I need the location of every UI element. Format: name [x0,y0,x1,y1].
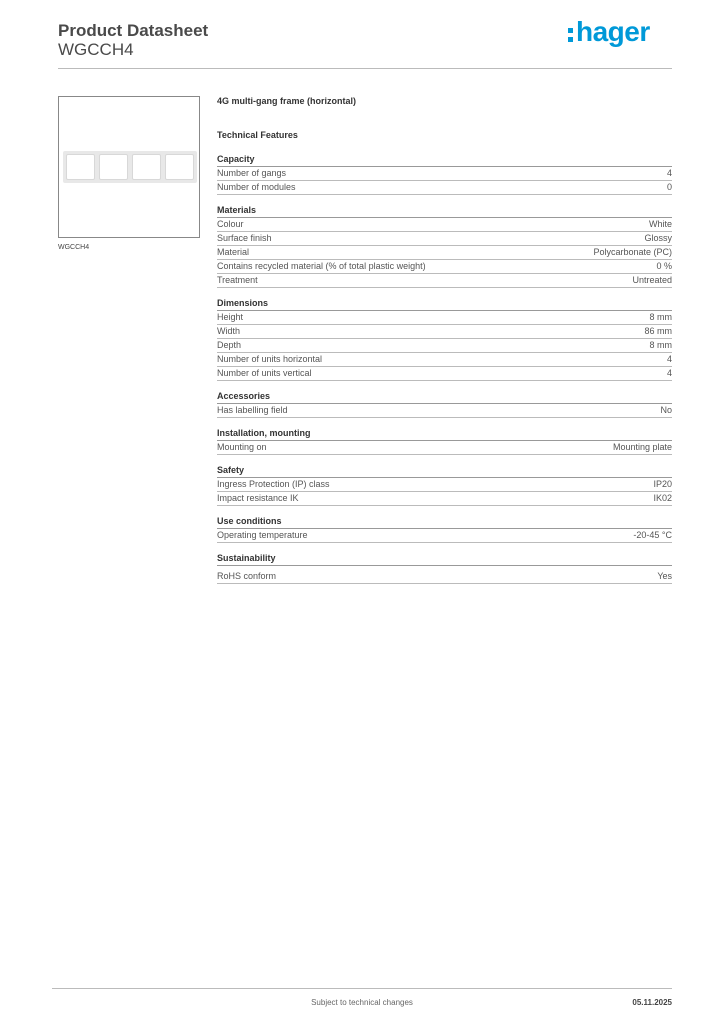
spec-section [217,205,672,288]
spec-value: White [648,219,672,229]
spec-row [217,311,672,325]
spec-value: IK02 [653,493,672,503]
spec-value: -20-45 °C [633,530,672,540]
spec-row [217,274,672,288]
spec-row [217,339,672,353]
spec-value: Glossy [644,233,672,243]
logo-text: hager [576,16,650,47]
spec-label: Number of units horizontal [217,354,323,364]
footer-divider [52,988,672,989]
spec-row [217,570,672,584]
spec-value: 86 mm [644,326,672,336]
section-title: Sustainability [217,553,672,566]
section-title: Materials [217,205,672,218]
spec-row [217,181,672,195]
spec-value: 0 % [656,261,672,271]
spec-content [217,96,672,584]
spec-row [217,404,672,418]
spec-value: No [660,405,672,415]
spec-value: 8 mm [649,340,672,350]
spec-label: Treatment [217,275,258,285]
spec-row [217,325,672,339]
spec-row [217,353,672,367]
section-title: Safety [217,465,672,478]
frame-illustration [63,151,197,183]
spec-label: Number of units vertical [217,368,312,378]
spec-section [217,298,672,381]
spec-value: Untreated [632,275,672,285]
spec-label: Operating temperature [217,530,308,540]
spec-row [217,218,672,232]
spec-value: Yes [657,571,672,581]
spec-label: RoHS conform [217,571,277,581]
product-name: 4G multi-gang frame (horizontal) [217,96,357,106]
spec-label: Depth [217,340,242,350]
spec-label: Number of gangs [217,168,287,178]
product-image [58,96,200,238]
spec-label: Contains recycled material (% of total plastic weight) [217,261,426,271]
page-title: Product Datasheet [58,21,209,40]
footer-note: Subject to technical changes [311,998,413,1007]
spec-label: Colour [217,219,244,229]
technical-features-heading: Technical Features [217,130,298,140]
footer-date: 05.11.2025 [632,998,672,1007]
product-reference: WGCCH4 [58,40,134,59]
spec-label: Height [217,312,244,322]
section-title: Use conditions [217,516,672,529]
spec-sections [217,154,672,584]
spec-section [217,465,672,506]
spec-section [217,428,672,455]
section-title: Dimensions [217,298,672,311]
section-title: Installation, mounting [217,428,672,441]
spec-row [217,492,672,506]
spec-label: Surface finish [217,233,272,243]
spec-row [217,529,672,543]
spec-value: Polycarbonate (PC) [593,247,672,257]
spec-value: 4 [666,168,672,178]
spec-value: 4 [666,368,672,378]
spec-section [217,391,672,418]
spec-label: Mounting on [217,442,267,452]
spec-value: IP20 [653,479,672,489]
header-divider [58,68,672,69]
spec-value: 8 mm [649,312,672,322]
spec-row [217,167,672,181]
spec-value: 4 [666,354,672,364]
spec-row [217,367,672,381]
spec-label: Ingress Protection (IP) class [217,479,330,489]
spec-row [217,246,672,260]
spec-section [217,154,672,195]
hager-logo [568,15,650,49]
logo-dots-icon [568,28,573,42]
spec-value: Mounting plate [612,442,672,452]
spec-label: Material [217,247,250,257]
spec-row [217,232,672,246]
spec-row [217,478,672,492]
spec-label: Has labelling field [217,405,288,415]
spec-row [217,260,672,274]
section-title: Capacity [217,154,672,167]
spec-label: Width [217,326,241,336]
spec-section [217,553,672,584]
spec-row [217,441,672,455]
spec-label: Impact resistance IK [217,493,299,503]
section-title: Accessories [217,391,672,404]
product-image-caption: WGCCH4 [58,244,90,251]
spec-label: Number of modules [217,182,296,192]
spec-value: 0 [666,182,672,192]
spec-section [217,516,672,543]
